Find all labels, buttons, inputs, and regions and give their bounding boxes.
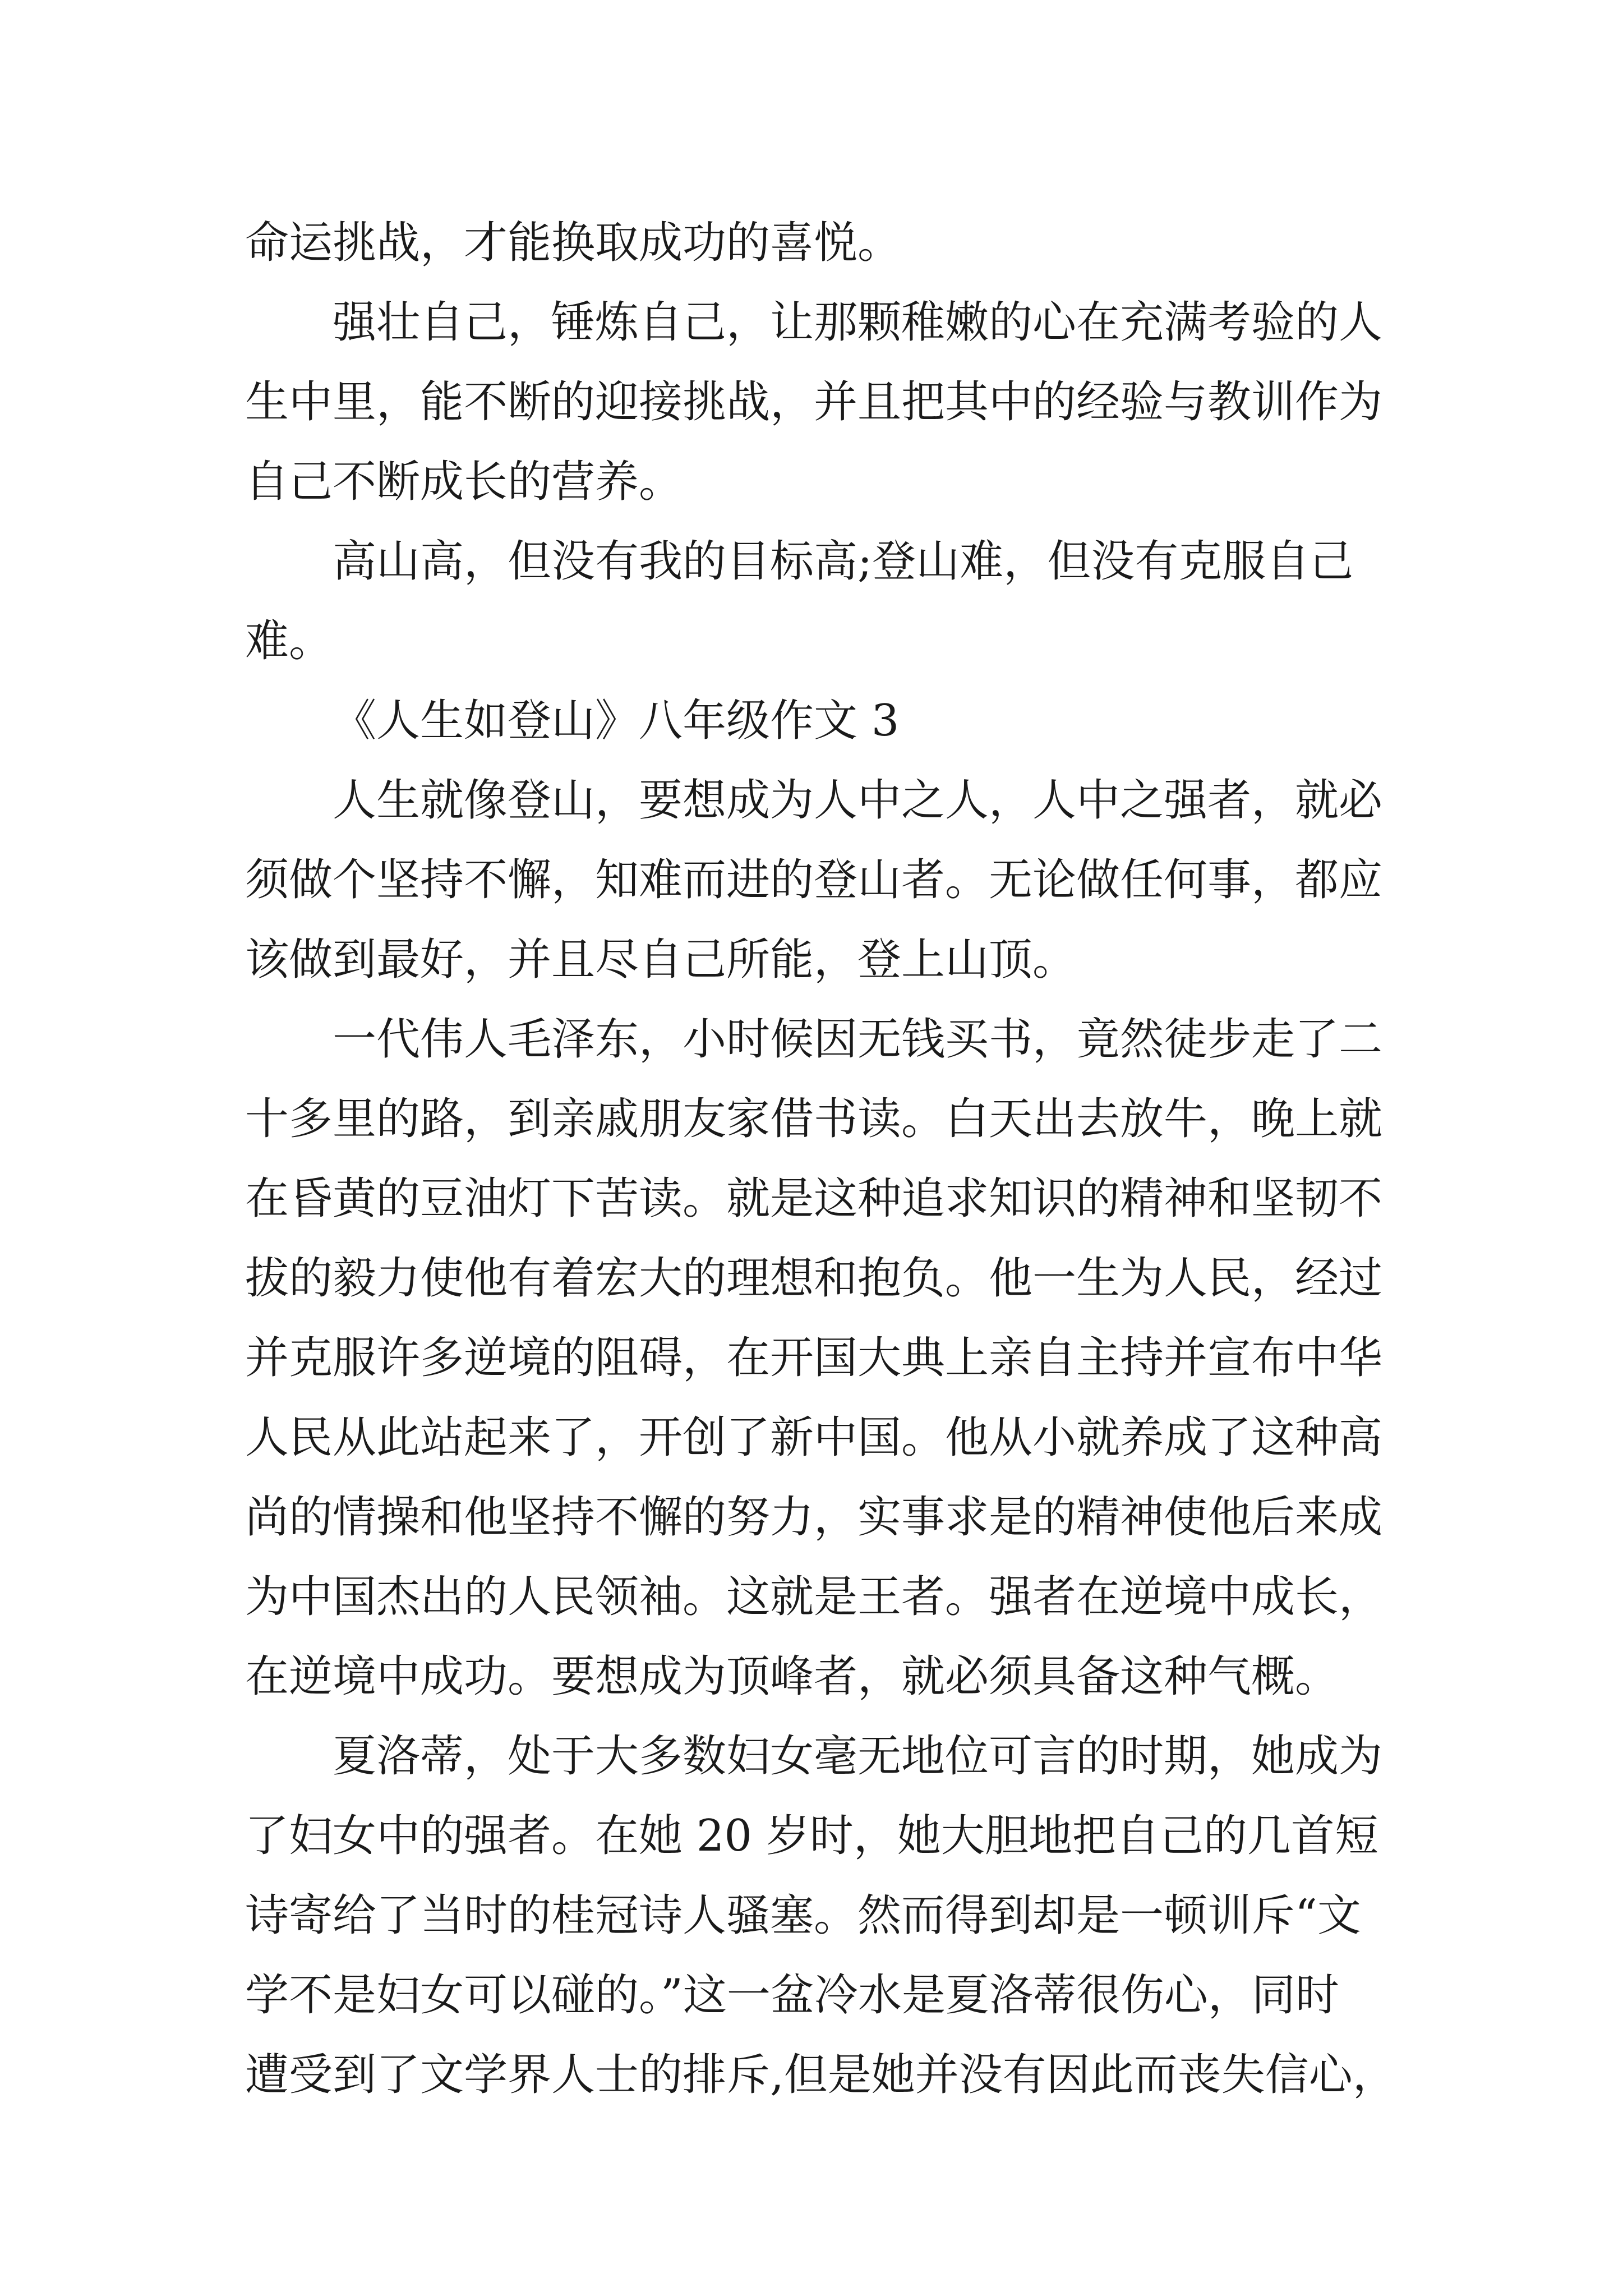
paragraph-start-line: 人生就像登山，要想成为人中之人，人中之强者，就必 bbox=[333, 775, 1383, 826]
text-line: 遭受到了文学界人士的排斥,但是她并没有因此而丧失信心， bbox=[245, 2050, 1396, 2100]
text-line: 在昏黄的豆油灯下苦读。就是这种追求知识的精神和坚韧不 bbox=[245, 1174, 1383, 1224]
text-line: 了妇女中的强者。在她 20 岁时，她大胆地把自己的几首短 bbox=[245, 1811, 1378, 1861]
section-heading: 《人生如登山》八年级作文 3 bbox=[333, 696, 900, 746]
text-line: 人民从此站起来了，开创了新中国。他从小就养成了这种高 bbox=[245, 1412, 1383, 1463]
paragraph-start-line: 强壮自己，锤炼自己，让那颗稚嫩的心在充满考验的人 bbox=[333, 297, 1383, 348]
text-line: 拔的毅力使他有着宏大的理想和抱负。他一生为人民，经过 bbox=[245, 1253, 1383, 1304]
paragraph-start-line: 高山高，但没有我的目标高;登山难，但没有克服自己 bbox=[333, 536, 1354, 587]
text-line: 自己不断成长的营养。 bbox=[245, 457, 683, 507]
paragraph-start-line: 一代伟人毛泽东，小时候因无钱买书，竟然徒步走了二 bbox=[333, 1014, 1383, 1065]
text-line: 命运挑战，才能换取成功的喜悦。 bbox=[245, 218, 902, 268]
text-line: 学不是妇女可以碰的。”这一盆冷水是夏洛蒂很伤心，同时 bbox=[245, 1970, 1339, 2021]
text-line: 为中国杰出的人民领袖。这就是王者。强者在逆境中成长， bbox=[245, 1572, 1383, 1622]
essay-body bbox=[245, 203, 1396, 2115]
text-line: 该做到最好，并且尽自己所能，登上山顶。 bbox=[245, 935, 1077, 985]
text-line: 在逆境中成功。要想成为顶峰者，就必须具备这种气概。 bbox=[245, 1651, 1339, 1702]
text-line: 尚的情操和他坚持不懈的努力，实事求是的精神使他后来成 bbox=[245, 1492, 1383, 1543]
text-line: 须做个坚持不懈，知难而进的登山者。无论做任何事，都应 bbox=[245, 855, 1383, 905]
text-line: 并克服许多逆境的阻碍，在开国大典上亲自主持并宣布中华 bbox=[245, 1333, 1383, 1383]
text-line: 诗寄给了当时的桂冠诗人骚塞。然而得到却是一顿训斥“文 bbox=[245, 1890, 1361, 1941]
paragraph-start-line: 夏洛蒂，处于大多数妇女毫无地位可言的时期，她成为 bbox=[333, 1731, 1383, 1782]
text-line: 十多里的路，到亲戚朋友家借书读。白天出去放牛，晚上就 bbox=[245, 1094, 1383, 1144]
text-line: 难。 bbox=[245, 616, 333, 666]
text-line: 生中里，能不断的迎接挑战，并且把其中的经验与教训作为 bbox=[245, 377, 1383, 427]
